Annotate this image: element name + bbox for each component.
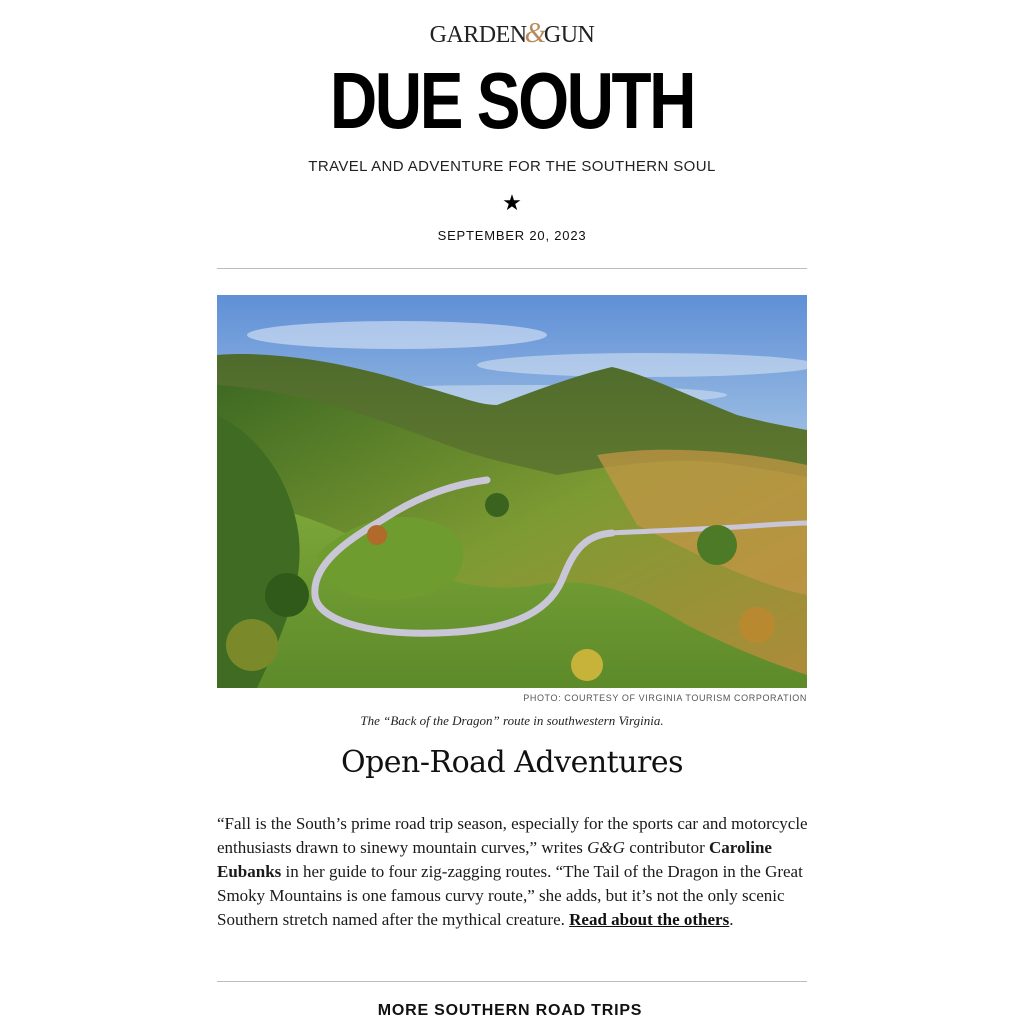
photo-caption: The “Back of the Dragon” route in southwestern Virginia.	[360, 713, 664, 728]
article-text: in her guide to four zig-zagging routes. “The Tail of the Dragon in the Great Smoky Mountains is one famous curvy route,” she adds, but it’s not the only scenic Southern stretch named after the mythical creature.	[217, 862, 803, 929]
header-divider	[217, 268, 807, 269]
hero-image[interactable]	[217, 295, 807, 688]
brand-logo-ampersand: &	[524, 18, 546, 49]
newsletter-masthead: DUE SOUTH	[329, 56, 695, 145]
article-text: “Fall is the South’s prime road trip season, especially for the sports car and motorcycle enthusiasts drawn to sinewy mountain curves,” writes	[217, 814, 808, 857]
brand-logo-left: GARDEN	[429, 22, 527, 48]
cloud	[247, 321, 547, 349]
section-divider	[217, 981, 807, 982]
issue-date: SEPTEMBER 20, 2023	[437, 228, 587, 243]
photo-credit: PHOTO: COURTESY OF VIRGINIA TOURISM CORPORATION	[523, 693, 807, 703]
author-name: Caroline Eubanks	[217, 838, 772, 881]
tree	[367, 525, 387, 545]
cloud	[477, 353, 807, 377]
tree	[265, 573, 309, 617]
article-body	[217, 812, 811, 932]
tree	[226, 619, 278, 671]
read-more-link[interactable]: Read about the others	[569, 910, 730, 929]
tree	[697, 525, 737, 565]
tree	[739, 607, 775, 643]
tree	[571, 649, 603, 681]
brand-logo[interactable]	[0, 18, 1024, 50]
publication-name: G&G	[587, 838, 625, 857]
article-headline[interactable]: Open-Road Adventures	[340, 745, 684, 780]
tree	[485, 493, 509, 517]
section-title: MORE SOUTHERN ROAD TRIPS	[377, 1002, 643, 1019]
newsletter-tagline: TRAVEL AND ADVENTURE FOR THE SOUTHERN SOUL	[308, 158, 716, 175]
brand-logo-right: GUN	[543, 22, 595, 48]
article-text: .	[729, 910, 734, 929]
star-icon: ★	[502, 191, 522, 216]
article-text: contributor	[624, 838, 709, 857]
